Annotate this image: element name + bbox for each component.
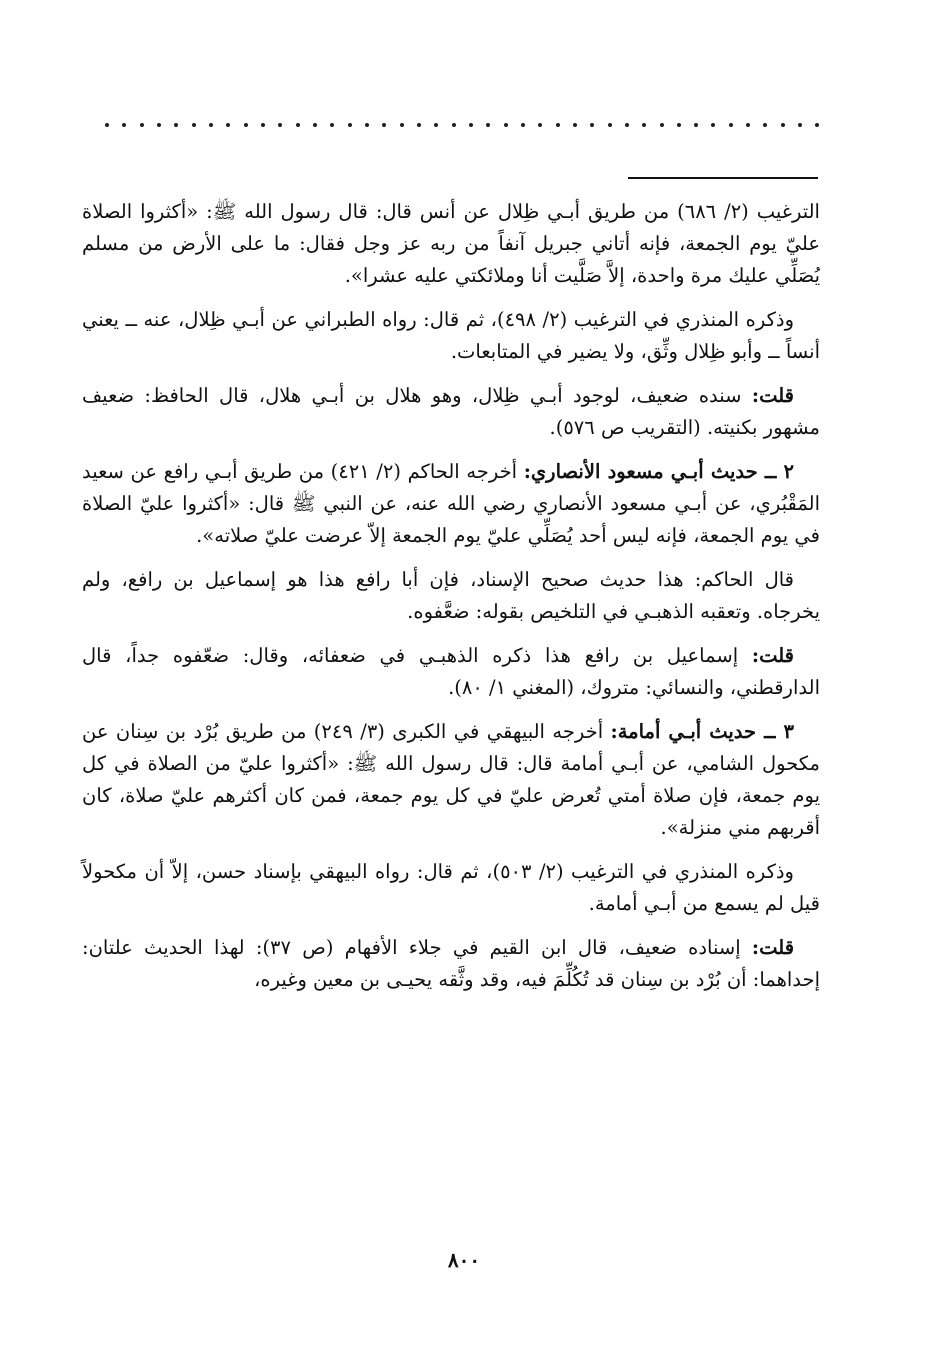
paragraph-text: الترغيب (٢/ ٦٨٦) من طريق أبـي ظِلال عن أنس قال: قال رسول الله ﷺ: «أكثروا الصلاة عليّ يوم الجمعة، فإنه أتاني جبريل آنفاً من ربه عز وجل فقال: ما على الأرض من مسلم يُصَلِّي عليك مرة واحدة، إلاَّ صَلَّيت أنا وملائكتي عليه عشرا». [82,200,820,287]
paragraph-comment [82,380,820,444]
paragraph-targhib-quote [82,196,820,292]
paragraph-mundhiri-note [82,856,820,920]
footnote-divider [628,177,818,179]
paragraph-text: إسناده ضعيف، قال ابن القيم في جلاء الأفهام (ص ٣٧): لهذا الحديث علتان: إحداهما: أن بُرْد بن سِنان قد تُكُلِّمَ فيه، وقد وثَّقه يحيـى بن معين وغيره، [82,936,820,991]
paragraph-lead: ٣ ــ حديث أبـي أمامة: [610,720,794,743]
paragraph-text: سنده ضعيف، لوجود أبـي ظِلال، وهو هلال بن أبـي هلال، قال الحافظ: ضعيف مشهور بكنيته. (التقريب ص ٥٧٦). [82,384,820,439]
paragraph-hadith-abu-umama [82,716,820,844]
paragraph-text: وذكره المنذري في الترغيب (٢/ ٤٩٨)، ثم قال: رواه الطبراني عن أبـي ظِلال، عنه ــ يعني أنساً ــ وأبو ظِلال وثِّق، ولا يضير في المتابعات. [82,308,820,363]
paragraph-text: إسماعيل بن رافع هذا ذكره الذهبـي في ضعفائه، وقال: ضعّفوه جداً، قال الدارقطني، والنسائي: متروك، (المغني ١/ ٨٠). [82,644,820,699]
paragraph-lead: قلت: [751,384,794,407]
paragraph-lead: قلت: [751,936,795,959]
paragraph-hadith-abu-masud [82,456,820,552]
dotted-separator [105,118,820,132]
paragraph-lead: قلت: [751,644,794,667]
footnote-text [82,196,820,1008]
paragraph-text: أخرجه الحاكم (٢/ ٤٢١) من طريق أبـي رافع عن سعيد المَقْبُري، عن أبـي مسعود الأنصاري رضي الله عنه، عن النبي ﷺ قال: «أكثروا عليّ الصلاة في يوم الجمعة، فإنه ليس أحد يُصَلِّي عليّ يوم الجمعة إلاّ عرضت عليّ صلاته». [82,460,820,547]
paragraph-mundhiri-note [82,304,820,368]
paragraph-text: وذكره المنذري في الترغيب (٢/ ٥٠٣)، ثم قال: رواه البيهقي بإسناد حسن، إلاّ أن مكحولاً قيل لم يسمع من أبـي أمامة. [82,860,820,915]
page-number: ٨٠٠ [447,1248,481,1272]
paragraph-lead: ٢ ــ حديث أبـي مسعود الأنصاري: [523,460,794,483]
paragraph-comment [82,640,820,704]
paragraph-hakim-note [82,564,820,628]
paragraph-text: قال الحاكم: هذا حديث صحيح الإسناد، فإن أبا رافع هذا هو إسماعيل بن رافع، ولم يخرجاه. وتعقبه الذهبـي في التلخيص بقوله: ضعَّفوه. [82,568,820,623]
paragraph-comment [82,932,820,996]
paragraph-text: أخرجه البيهقي في الكبرى (٣/ ٢٤٩) من طريق بُرْد بن سِنان عن مكحول الشامي، عن أبـي أمامة قال: قال رسول الله ﷺ: «أكثروا عليّ من الصلاة في كل يوم جمعة، فإن صلاة أمتي تُعرض عليّ في كل يوم جمعة، فمن كان أكثرهم عليّ صلاة، كان أقربهم مني منزلة». [82,720,820,839]
